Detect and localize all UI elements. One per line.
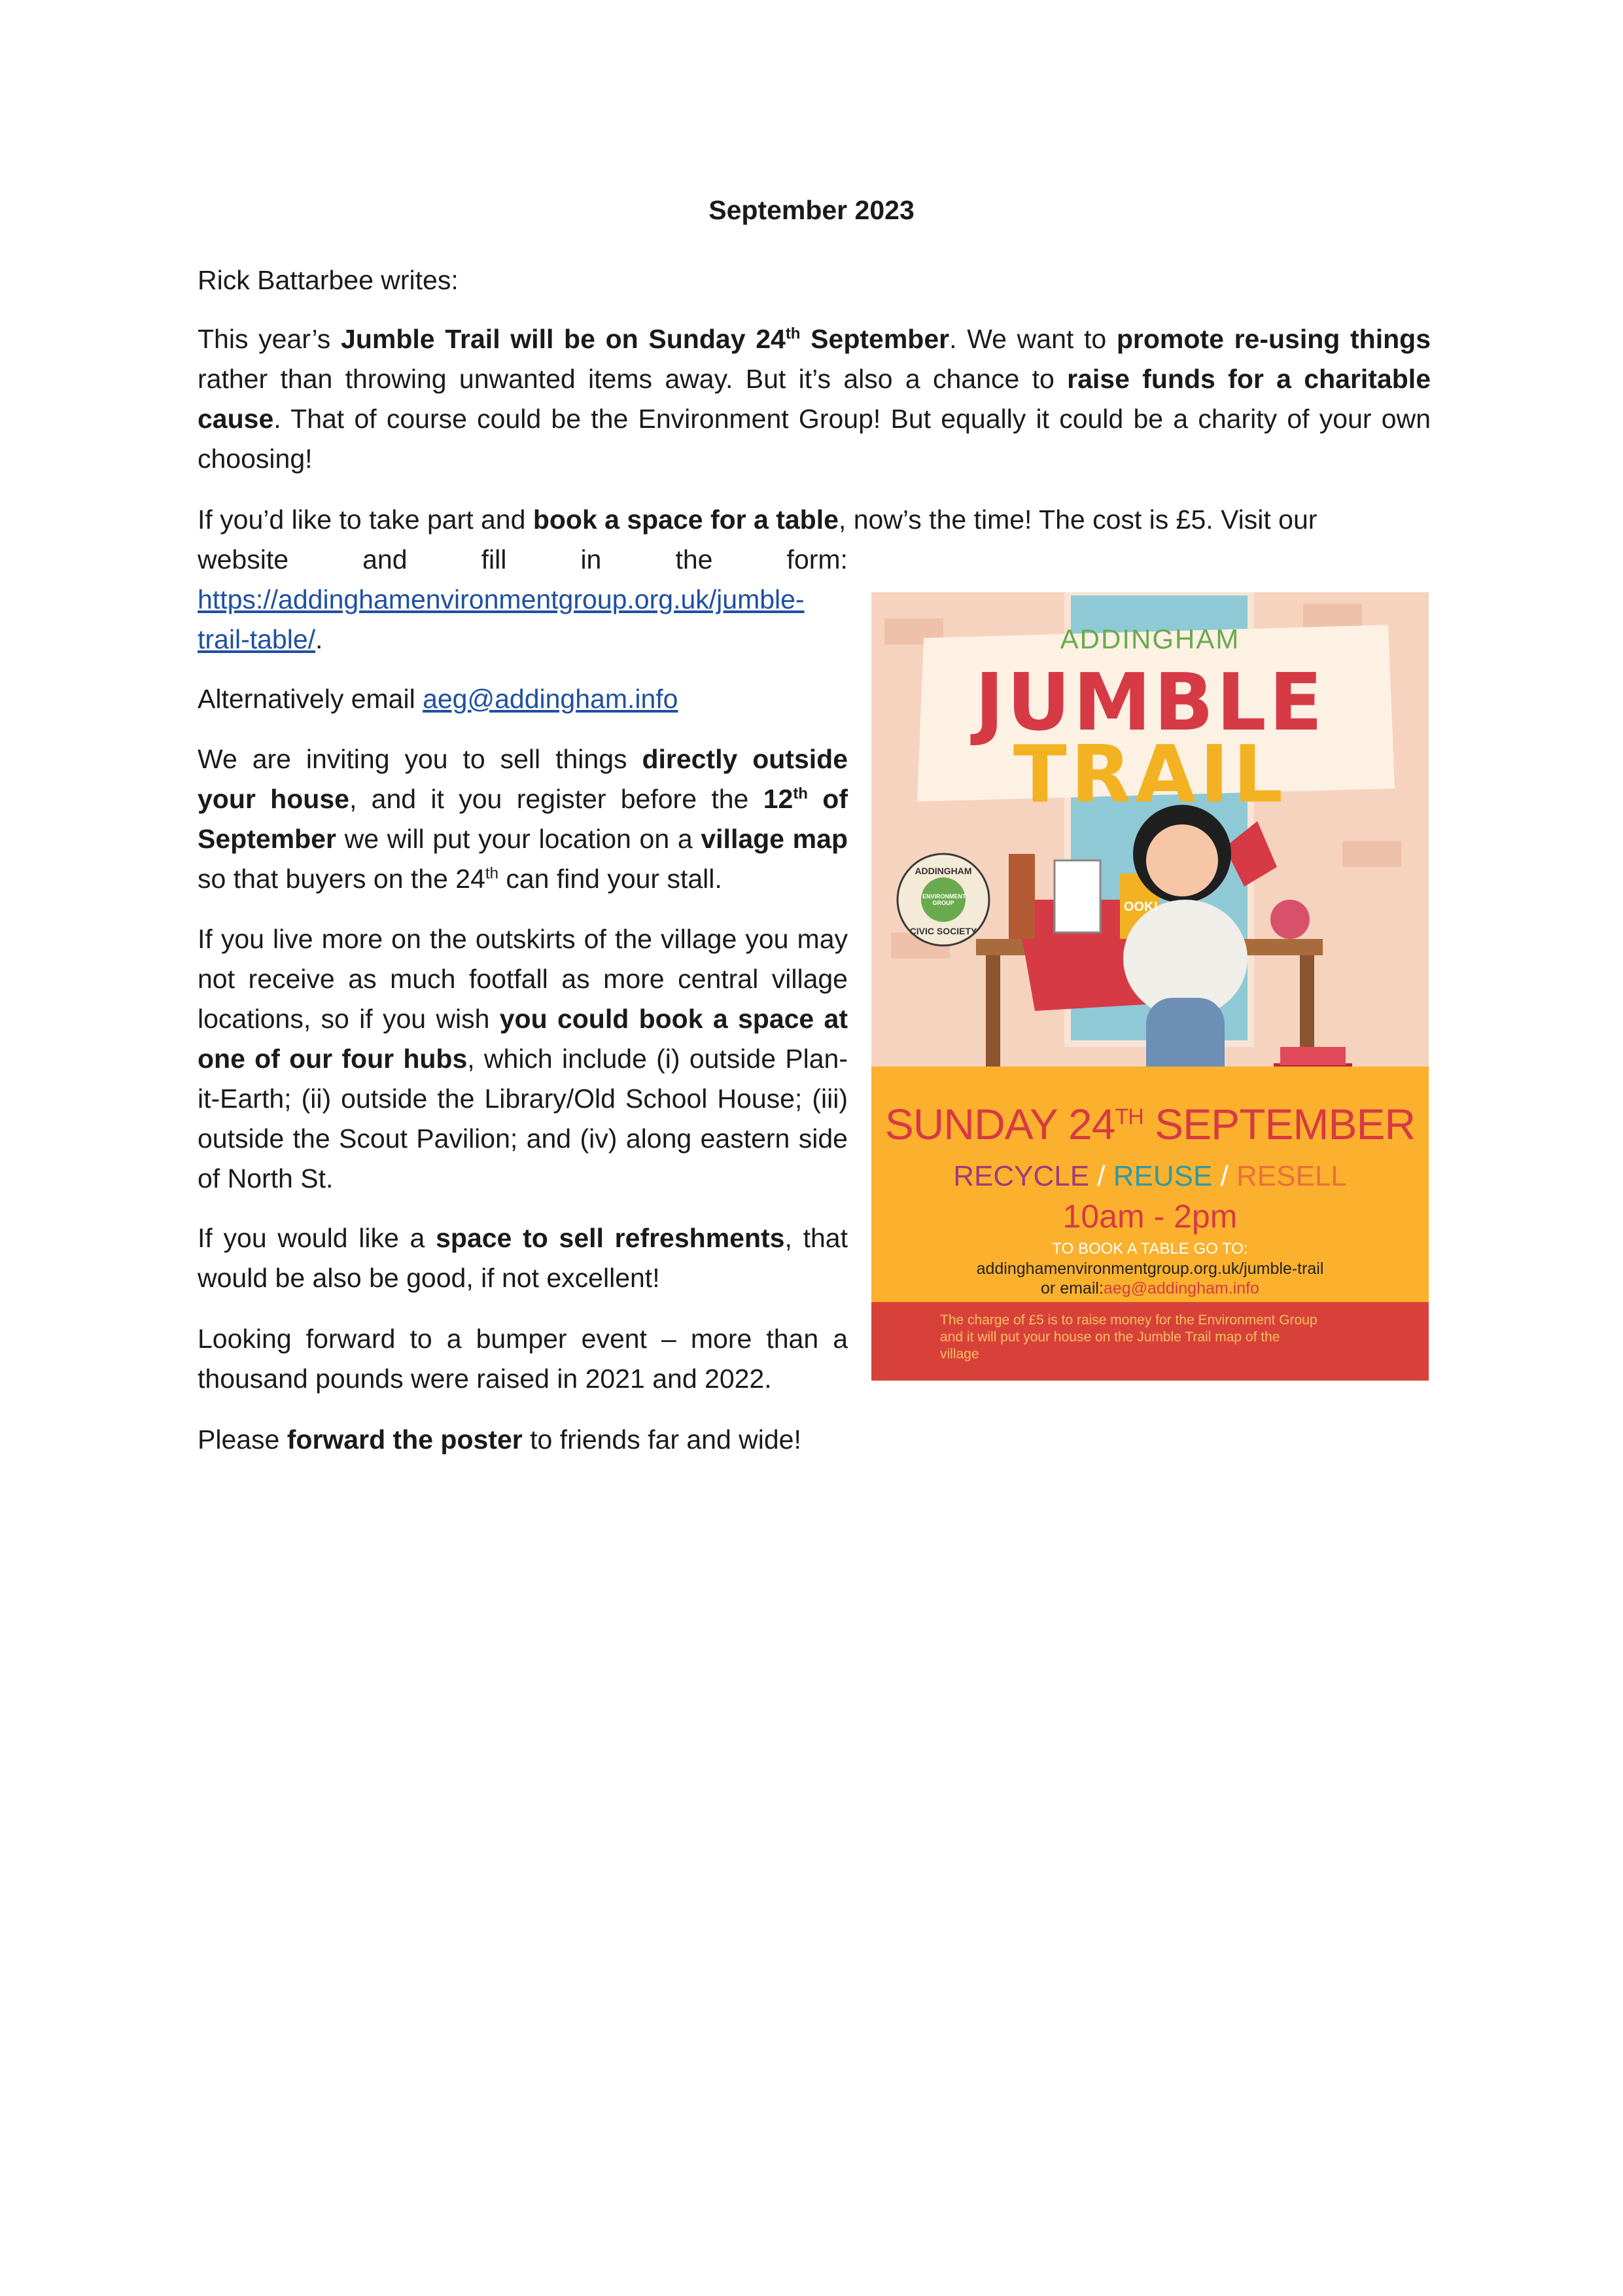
text-run: If you would like a <box>198 1223 436 1253</box>
bold-run: book a space for a table <box>532 504 839 535</box>
bold-run: raise funds for a charitable cause <box>198 364 1431 434</box>
seal-top-text: ADDINGHAM <box>915 866 972 876</box>
or-email-label: or email: <box>1041 1279 1104 1298</box>
paragraph-book-table <box>198 500 1431 540</box>
text-run: , that would be also be good, if not excellent! <box>198 1223 848 1293</box>
poster-email: aeg@addingham.info <box>1103 1279 1259 1298</box>
resell-word: RESELL <box>1236 1160 1347 1192</box>
seal-center-text: ENVIRONMENT GROUP <box>922 893 966 906</box>
superscript: th <box>785 325 801 343</box>
wall-brick <box>1342 841 1401 867</box>
jumble-trail-poster <box>871 592 1429 1381</box>
poster-trail: TRAIL <box>1013 730 1287 821</box>
poster-day-sup: TH <box>1115 1104 1143 1129</box>
paragraph-book-table-line2 <box>198 540 848 580</box>
poster-url: addinghamenvironmentgroup.org.uk/jumble-trail <box>976 1260 1324 1278</box>
paragraph-sell-outside <box>198 739 848 899</box>
text-run: so that buyers on the 24 <box>198 864 485 894</box>
bold-run: promote re-using things <box>1116 324 1431 354</box>
book-item-label: OOK! <box>1123 900 1159 914</box>
footer-line: and it will put your house on the Jumble Trail map of the <box>940 1330 1280 1345</box>
text-run: . We want to <box>949 324 1117 354</box>
text-run: we will put your location on a <box>336 824 701 854</box>
booking-form-link[interactable] <box>198 584 805 654</box>
text-run: website <box>198 544 289 574</box>
poster-time: 10am - 2pm <box>1062 1198 1238 1235</box>
seal-bottom-text: CIVIC SOCIETY <box>909 926 977 936</box>
bold-run: you could book a space at one of our four hubs <box>198 1004 848 1074</box>
paragraph-forward-poster <box>198 1420 1431 1460</box>
superscript: th <box>793 785 808 803</box>
paragraph-refreshments <box>198 1218 848 1298</box>
recycle-word: RECYCLE <box>953 1160 1090 1192</box>
text-run: in <box>580 544 602 574</box>
text-run: . That of course could be the Environment Group! But equally it could be a charity of your own choosing! <box>198 404 1431 474</box>
phone-item <box>1270 900 1310 939</box>
text-run: fill <box>481 544 507 574</box>
paragraph-jumble-trail-date <box>198 319 1431 479</box>
bold-run: village map <box>701 824 848 854</box>
poster-tagline <box>871 1160 1429 1193</box>
text-run: We are inviting you to sell things <box>198 744 642 774</box>
link-text: trail-table/ <box>198 624 316 654</box>
text-run: If you’d like to take part and <box>198 504 533 535</box>
email-link[interactable]: aeg@addingham.info <box>423 684 678 714</box>
bold-run: directly outside your house <box>198 744 848 814</box>
text-run: form: <box>786 544 848 574</box>
paragraph-hubs <box>198 919 848 1199</box>
link-text: https://addinghamenvironmentgroup.org.uk/jumble- <box>198 584 805 614</box>
paragraph-bumper-event: Looking forward to a bumper event – more than a thousand pounds were raised in 2021 and 2022. <box>198 1324 848 1394</box>
poster-footer-text <box>940 1312 1411 1363</box>
slash: / <box>1089 1160 1113 1192</box>
poster-jumble: JUMBLE <box>975 658 1325 749</box>
text-run: . <box>315 624 323 654</box>
text-run: rather than throwing unwanted items away. But it’s also a chance to <box>198 364 1068 394</box>
bold-run: forward the poster <box>287 1424 523 1455</box>
girl-face <box>1146 824 1218 896</box>
text-run: This year’s <box>198 324 341 354</box>
page-title: September 2023 <box>708 195 915 225</box>
boot-item <box>1009 854 1035 939</box>
footer-line: village <box>940 1347 979 1362</box>
bold-run: space to sell refreshments <box>436 1223 785 1253</box>
slash: / <box>1212 1160 1237 1192</box>
text-run: Please <box>198 1424 287 1455</box>
text-run: , and it you register before the <box>349 784 763 814</box>
booking-link-block <box>198 580 848 660</box>
text-run: and <box>362 544 408 574</box>
poster-month: SEPTEMBER <box>1143 1100 1416 1148</box>
floor-books <box>1280 1047 1346 1065</box>
text-run: If you live more on the outskirts of the village you may not receive as much footfall as more central village locations, so if you wish <box>198 924 848 1034</box>
bold-run: Jumble Trail will be on Sunday 24 <box>341 324 786 354</box>
poster-book-cta: TO BOOK A TABLE GO TO: <box>1052 1240 1248 1258</box>
bold-run: September <box>800 324 950 354</box>
superscript: th <box>485 864 498 883</box>
poster-addingham: ADDINGHAM <box>1060 624 1240 654</box>
paragraph-email <box>198 679 848 719</box>
bold-run: of September <box>198 784 848 854</box>
text-run: , now’s the time! The cost is £5. Visit our <box>838 504 1318 535</box>
intro-line: Rick Battarbee writes: <box>198 265 459 295</box>
reuse-word: REUSE <box>1113 1160 1213 1192</box>
footer-line: The charge of £5 is to raise money for the Environment Group <box>940 1313 1318 1328</box>
text-run: Alternatively email <box>198 684 423 714</box>
bold-run: 12 <box>763 784 794 814</box>
poster-day: SUNDAY 24 <box>884 1100 1115 1148</box>
text-run: to friends far and wide! <box>522 1424 801 1455</box>
skate-item <box>1055 860 1100 932</box>
text-run: can find your stall. <box>498 864 722 894</box>
text-run: the <box>675 544 713 574</box>
poster-date <box>871 1099 1429 1149</box>
text-run: , which include (i) outside Plan-it-Earth; (ii) outside the Library/Old School House; (iii) outside the Scout Pavilion; and (iv) along eastern side of North St. <box>198 1044 848 1193</box>
poster-email-line <box>871 1279 1429 1298</box>
